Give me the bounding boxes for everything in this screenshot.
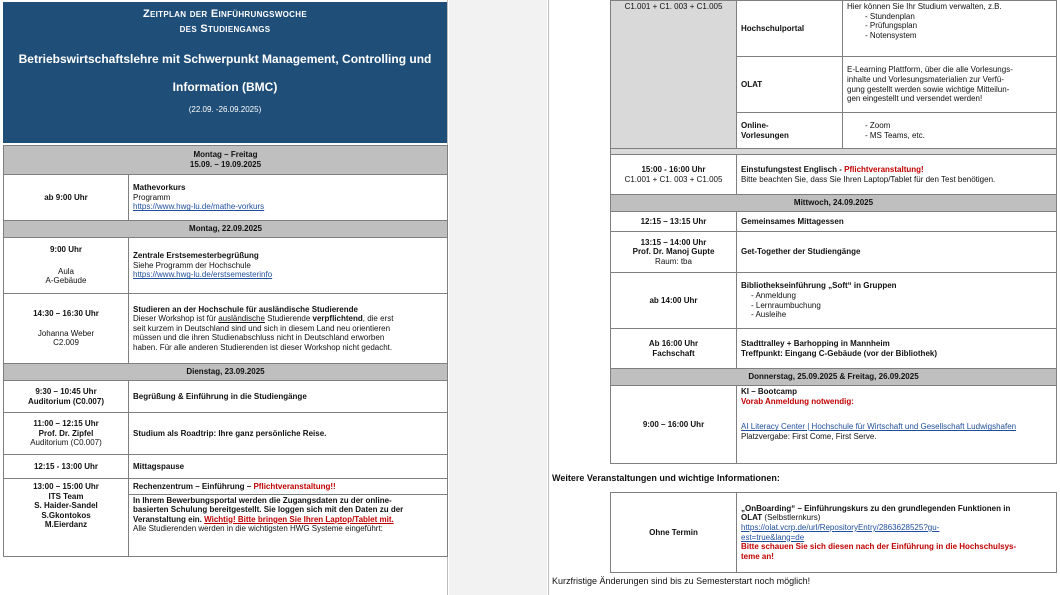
ai-literacy-center-link[interactable]: AI Literacy Center | Hochschule für Wirtschaft und Gesellschaft Ludwigshafen [741,422,1017,432]
onboarding-link[interactable]: https://olat.vcrp.de/url/RepositoryEntry/2863628525?gu- [741,522,940,532]
table-row [611,232,1057,273]
event-room: Auditorium (C0.007) [27,396,104,406]
event-time: ab 9:00 Uhr [44,192,88,202]
event-title: Studium als Roadtrip: Ihre ganz persönliche Reise. [129,413,448,455]
event-text: haben. Für alle anderen Studierenden ist dieser Workshop nicht gedacht. [133,342,393,352]
system-desc: gen eingestellt und versendet werden! [847,94,983,104]
event-title: „OnBoarding“ – Einführungskurs zu den grundlegenden Funktionen in [741,503,1011,513]
table-row [4,175,448,221]
table-row [4,238,448,294]
registration-note: Vorab Anmeldung notwendig: [741,396,854,406]
list-item: - Stundenplan [865,12,1052,22]
header-program-line1: Betriebswirtschaftslehre mit Schwerpunkt Management, Controlling und [18,52,432,66]
event-title: Get-Together der Studiengänge [737,232,1057,273]
day-header-line2: 15.09. – 19.09.2025 [189,160,262,169]
event-title: Zentrale Erstsemesterbegrüßung [133,251,259,261]
schedule-table-right-top [610,0,1057,464]
list-item: - MS Teams, etc. [865,131,1052,141]
system-label-olat: OLAT [737,57,843,113]
mandatory-label: Pflichtveranstaltung!! [253,482,336,491]
event-time: ab 14:00 Uhr [611,273,737,329]
event-room: Raum: tba [655,256,692,266]
mathe-vorkurs-link[interactable]: https://www.hwg-lu.de/mathe-vorkurs [133,202,265,212]
event-person: Fachschaft [652,348,695,358]
system-desc: Hier können Sie Ihr Studium verwalten, z.B. [847,2,1002,11]
system-desc: E-Learning Plattform, über die alle Vorlesungs- [847,65,1013,75]
system-label-online: Vorlesungen [741,130,789,140]
table-row [4,455,448,479]
day-header: Dienstag, 23.09.2025 [4,364,448,381]
system-label-portal: Hochschulportal [737,1,843,57]
event-time: 14:30 – 16:30 Uhr [33,309,99,319]
event-person: S. Haider-Sandel [34,501,98,511]
portal-feature-list [847,12,1052,41]
table-row [611,329,1057,369]
note-text: teme an! [741,551,774,561]
event-text: Studierende [264,314,313,324]
day-header-row [4,221,448,238]
note-text: Bitte schauen Sie sich diesen nach der Einführung in die Hochschulsys- [741,542,1017,552]
table-row [611,1,1057,57]
event-title: Studieren an der Hochschule für ausländische Studierende [133,304,358,314]
footnote: Kurzfristige Änderungen sind bis zu Semesterstart noch möglich! [552,576,811,586]
header-program-line2: Information (BMC) [172,80,278,94]
day-header-row [611,369,1057,386]
event-person: Prof. Dr. Zipfel [38,428,94,438]
event-title: Mathevorkurs [133,183,186,193]
event-title: Stadttralley + Barhopping in Mannheim [741,338,890,348]
table-row [611,386,1057,464]
page-gutter [449,0,547,595]
day-header-row [611,195,1057,212]
schedule-table-left [3,145,448,557]
event-person: Prof. Dr. Manoj Gupte [632,247,715,257]
day-header: Mittwoch, 24.09.2025 [611,195,1057,212]
event-text-underlined: ausländische [218,314,265,324]
event-text: seit kurzem in Deutschland sind und sich in diesem Land neu orientieren [133,323,391,333]
list-item: - Ausleihe [751,310,1052,320]
table-row [611,155,1057,195]
event-text: Bitte beachten Sie, dass Sie Ihren Laptop/Tablet für den Test benötigen. [741,174,996,184]
schedule-table-right-bottom [610,492,1057,573]
header-title-line1: Zeitplan der Einführungswoche [143,8,307,20]
event-time: 15:00 - 16:00 Uhr [641,164,706,174]
event-time: Ab 16:00 Uhr [648,338,699,348]
event-room: A-Gebäude [45,276,87,286]
event-time: 9:30 – 10:45 Uhr [35,386,97,396]
event-room: Aula [57,266,74,276]
event-time: 13:15 – 14:00 Uhr [640,237,707,247]
table-row [4,413,448,455]
day-header: Donnerstag, 25.09.2025 & Freitag, 26.09.2025 [611,369,1057,386]
list-item: - Lernraumbuchung [751,301,1052,311]
event-text-bold: verpflichtend [312,314,363,324]
day-header-row [4,146,448,175]
event-text: Treffpunkt: Eingang C-Gebäude (vor der Bibliothek) [741,348,938,358]
header-dates: (22.09. -26.09.2025) [188,105,262,114]
event-time: 9:00 – 16:00 Uhr [611,386,737,464]
day-header-row [4,364,448,381]
table-row [4,381,448,413]
system-desc: gung gestellt werden sowie wichtige Mitteilun- [847,84,1010,94]
online-tool-list [847,121,1052,140]
event-text: Veranstaltung ein. [133,514,205,524]
event-text: basierten Schulung bereitgestellt. Sie loggen sich mit den Daten zu der [133,505,404,515]
event-title: Einstufungstest Englisch - [741,164,845,174]
event-title: KI – Bootcamp [741,387,798,396]
system-label-online: Online- [741,120,769,130]
event-title: Gemeinsames Mittagessen [737,212,1057,232]
event-text: Siehe Programm der Hochschule [133,260,251,270]
event-text: Platzvergabe: First Come, First Serve. [741,431,877,441]
library-topics-list [741,291,1052,320]
event-text: müssen und die ihren Studienabschluss nicht in Deutschland erworben [133,333,385,343]
table-row [611,493,1057,573]
header-title-line2: des Studiengangs [179,23,271,35]
table-row [4,294,448,364]
event-text: Programm [133,192,171,202]
mandatory-label: Pflichtveranstaltung! [844,164,924,174]
event-title: OLAT [741,513,763,523]
table-row [611,212,1057,232]
section-heading: Weitere Veranstaltungen und wichtige Informationen: [552,473,780,483]
event-time: 11:00 – 12:15 Uhr [33,419,99,429]
event-room: Auditorium (C0.007) [30,438,102,448]
event-text: Alle Studierenden werden in die wichtigsten HWG Systeme eingeführt: [133,524,383,534]
event-title: Begrüßung & Einführung in die Studiengänge [129,381,448,413]
warning-text: Wichtig! Bitte bringen Sie Ihren Laptop/Tablet mit. [204,514,394,524]
event-time: 13:00 – 15:00 Uhr [33,482,99,491]
event-room: C2.009 [53,338,79,348]
event-title: Mittagspause [129,455,448,479]
list-item: - Prüfungsplan [865,21,1052,31]
list-item: - Zoom [865,121,1052,131]
event-time: 12:15 - 13:00 Uhr [4,455,129,479]
event-person: ITS Team [48,491,84,501]
event-time: 12:15 – 13:15 Uhr [611,212,737,232]
onboarding-link-continued[interactable]: est=true&lang=de [741,532,805,542]
event-room: C1.001 + C1. 003 + C1.005 [624,174,723,184]
event-person: Johanna Weber [37,328,95,338]
system-desc: inhalte und Vorlesungsmaterialien zur Verfü- [847,74,1004,84]
event-person: M.Eierdanz [44,520,88,530]
day-header: Montag, 22.09.2025 [4,221,448,238]
event-title: Rechenzentrum – Einführung – [133,482,254,491]
event-time: Ohne Termin [611,493,737,573]
document-header-banner [3,2,447,143]
systems-room: C1.001 + C1. 003 + C1.005 [611,1,737,149]
event-time: 9:00 Uhr [49,245,82,255]
erstsemester-link[interactable]: https://www.hwg-lu.de/erstsemesterinfo [133,270,273,280]
table-row [611,273,1057,329]
document-page-left [0,0,448,595]
event-text: , die erst [362,314,394,324]
event-person: S.Gkontokos [41,510,91,520]
list-item: - Notensystem [865,31,1052,41]
event-text: (Selbstlernkurs) [762,513,821,523]
event-text: In Ihrem Bewerbungsportal werden die Zugangsdaten zu der online- [133,495,392,505]
event-title: Bibliothekseinführung „Soft“ in Gruppen [741,281,897,291]
table-row [4,479,448,557]
list-item: - Anmeldung [751,291,1052,301]
day-header-line1: Montag – Freitag [193,150,258,160]
event-text: Dieser Workshop ist für [133,314,219,324]
